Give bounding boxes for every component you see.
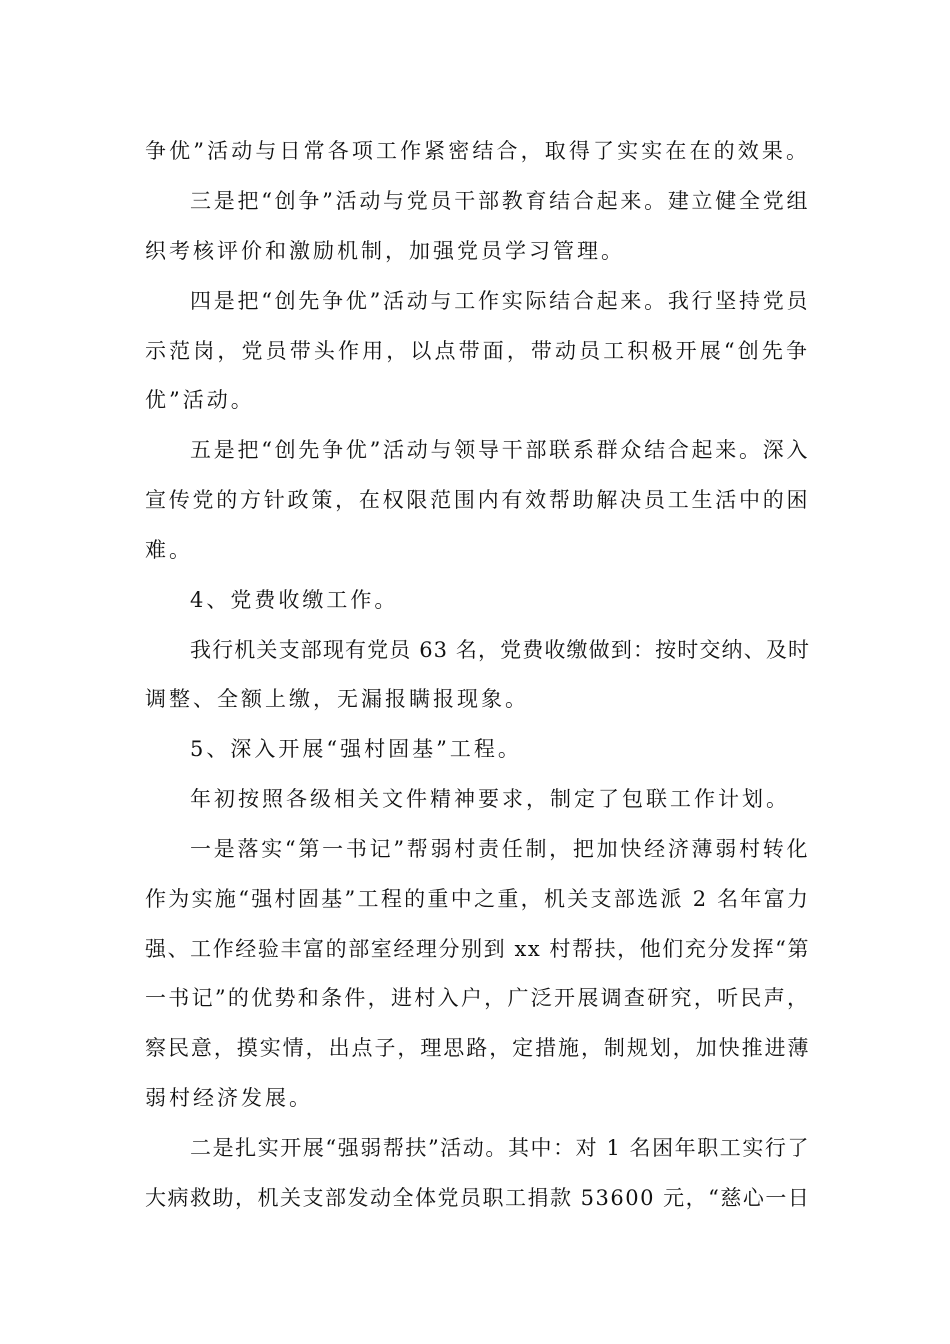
text-line: 宣传党的方针政策，在权限范围内有效帮助解决员工生活中的困 [145, 488, 810, 512]
text-line: 四是把“创先争优”活动与工作实际结合起来。我行坚持党员 [190, 289, 810, 313]
text-line: 二是扎实开展“强弱帮扶”活动。其中：对 1 名困年职工实行了 [190, 1136, 810, 1160]
text-line: 大病救助，机关支部发动全体党员职工捐款 53600 元，“慈心一日 [145, 1186, 811, 1210]
text-line: 察民意，摸实情，出点子，理思路，定措施，制规划，加快推进薄 [145, 1036, 810, 1060]
text-line: 弱村经济发展。 [145, 1086, 313, 1110]
text-line: 一是落实“第一书记”帮弱村责任制，把加快经济薄弱村转化 [190, 837, 810, 861]
text-line: 我行机关支部现有党员 63 名，党费收缴做到：按时交纳、及时 [190, 638, 810, 662]
text-line: 优”活动。 [145, 388, 255, 412]
text-line: 作为实施“强村固基”工程的重中之重，机关支部选派 2 名年富力 [145, 887, 810, 911]
text-line: 示范岗，党员带头作用，以点带面，带动员工积极开展“创先争 [145, 339, 810, 363]
section-heading: 4、党费收缴工作。 [190, 588, 399, 612]
text-line: 难。 [145, 538, 193, 562]
section-heading: 5、深入开展“强村固基”工程。 [190, 737, 522, 761]
text-line: 年初按照各级相关文件精神要求，制定了包联工作计划。 [190, 787, 790, 811]
text-line: 织考核评价和激励机制，加强党员学习管理。 [145, 239, 625, 263]
text-line: 调整、全额上缴，无漏报瞒报现象。 [145, 687, 529, 711]
text-line: 争优”活动与日常各项工作紧密结合，取得了实实在在的效果。 [145, 139, 810, 163]
text-line: 三是把“创争”活动与党员干部教育结合起来。建立健全党组 [190, 189, 810, 213]
text-line: 五是把“创先争优”活动与领导干部联系群众结合起来。深入 [190, 438, 810, 462]
text-line: 一书记”的优势和条件，进村入户，广泛开展调查研究，听民声， [145, 986, 810, 1010]
text-line: 强、工作经验丰富的部室经理分别到 xx 村帮扶，他们充分发挥“第 [145, 937, 810, 961]
